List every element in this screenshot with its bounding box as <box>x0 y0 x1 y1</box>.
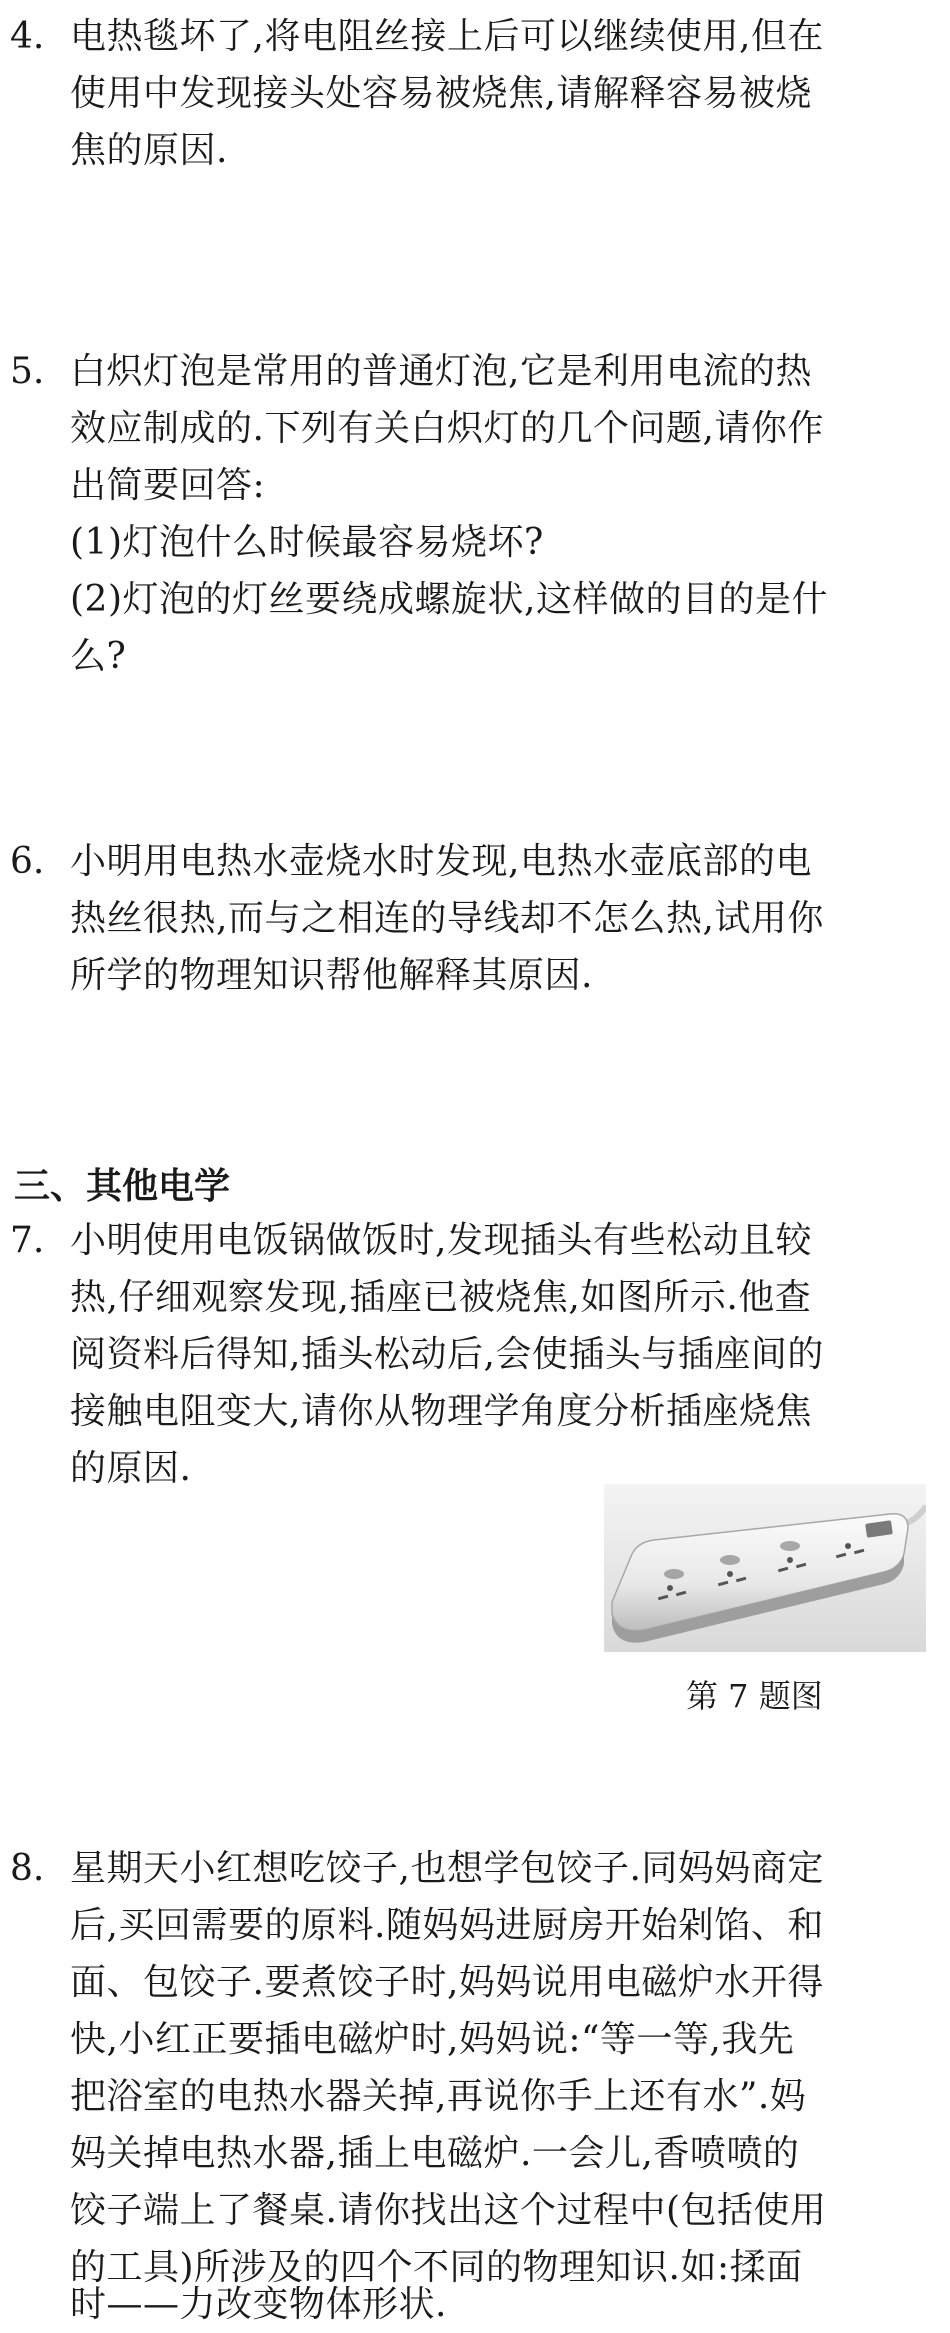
question-number: 7. <box>10 1220 45 1261</box>
question-number: 6. <box>10 841 45 882</box>
sub-question-1: (1)灯泡什么时候最容易烧坏? <box>70 522 544 563</box>
question-text-line: 所学的物理知识帮他解释其原因. <box>70 955 593 996</box>
question-text-line: 的工具)所涉及的四个不同的物理知识.如:揉面 <box>70 2247 803 2288</box>
sub-question-2: (2)灯泡的灯丝要绕成螺旋状,这样做的目的是什 <box>70 579 828 620</box>
question-text-line: 时——力改变物体形状. <box>70 2284 447 2325</box>
question-text-line: 后,买回需要的原料.随妈妈进厨房开始剁馅、和 <box>70 1905 824 1946</box>
question-text-line: 小明使用电饭锅做饭时,发现插头有些松动且较 <box>70 1220 812 1261</box>
question-text-line: 么? <box>70 636 127 677</box>
question-text-line: 出简要回答: <box>70 465 266 506</box>
question-text-line: 饺子端上了餐桌.请你找出这个过程中(包括使用 <box>70 2190 827 2231</box>
question-text-line: 小明用电热水壶烧水时发现,电热水壶底部的电 <box>70 841 812 882</box>
question-number: 4. <box>10 16 45 57</box>
question-text-line: 接触电阻变大,请你从物理学角度分析插座烧焦 <box>70 1391 812 1432</box>
question-number: 8. <box>10 1848 45 1889</box>
question-text-line: 面、包饺子.要煮饺子时,妈妈说用电磁炉水开得 <box>70 1962 824 2003</box>
question-text-line: 焦的原因. <box>70 130 228 171</box>
question-text-line: 白炽灯泡是常用的普通灯泡,它是利用电流的热 <box>70 351 812 392</box>
question-text-line: 阅资料后得知,插头松动后,会使插头与插座间的 <box>70 1334 824 1375</box>
question-text-line: 热丝很热,而与之相连的导线却不怎么热,试用你 <box>70 898 824 939</box>
question-text-line: 热,仔细观察发现,插座已被烧焦,如图所示.他查 <box>70 1277 812 1318</box>
power-strip-figure <box>604 1484 926 1652</box>
section-heading: 三、其他电学 <box>14 1166 231 1207</box>
question-number: 5. <box>10 351 45 392</box>
question-text-line: 妈关掉电热水器,插上电磁炉.一会儿,香喷喷的 <box>70 2133 800 2174</box>
question-text-line: 电热毯坏了,将电阻丝接上后可以继续使用,但在 <box>70 16 824 57</box>
question-text-line: 星期天小红想吃饺子,也想学包饺子.同妈妈商定 <box>70 1848 824 1889</box>
figure-caption: 第 7 题图 <box>686 1677 823 1715</box>
question-text-line: 使用中发现接头处容易被烧焦,请解释容易被烧 <box>70 73 812 114</box>
question-text-line: 把浴室的电热水器关掉,再说你手上还有水”.妈 <box>70 2076 807 2117</box>
question-text-line: 的原因. <box>70 1448 192 1489</box>
question-text-line: 效应制成的.下列有关白炽灯的几个问题,请你作 <box>70 408 824 449</box>
question-text-line: 快,小红正要插电磁炉时,妈妈说:“等一等,我先 <box>70 2019 795 2060</box>
